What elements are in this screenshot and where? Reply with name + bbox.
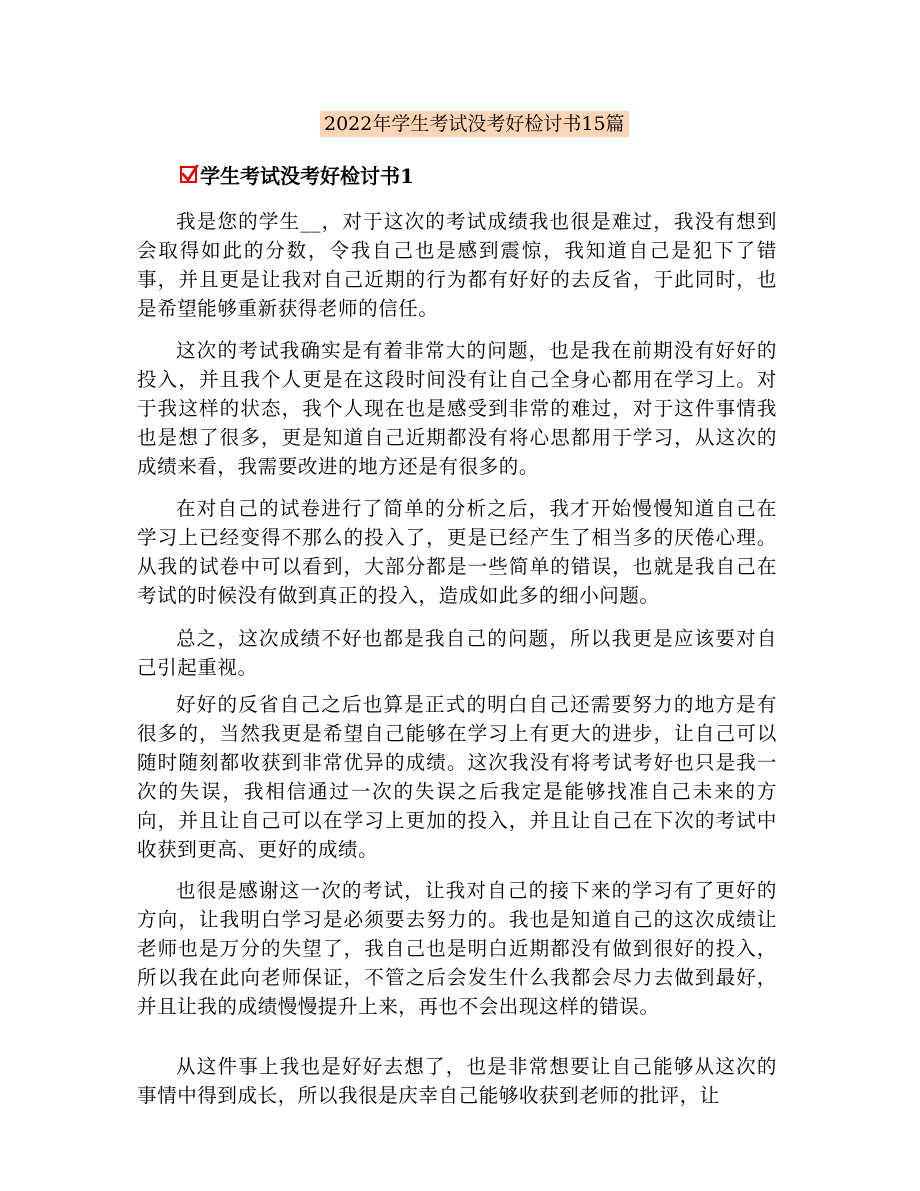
- paragraph-7: 从这件事上我也是好好去想了，也是非常想要让自己能够从这次的事情中得到成长，所以我很是庆幸自己能够收获到老师的批评，让: [137, 1055, 777, 1107]
- paragraph-5: 好好的反省自己之后也算是正式的明白自己还需要努力的地方是有很多的，当然我更是希望自己能够在学习上有更大的进步，让自己可以随时随刻都收获到非常优异的成绩。这次我没有将考试考好也只是我一次的失误，我相信通过一次的失误之后我定是能够找准自己未来的方向，并且让自己可以在学习上更加的投入，并且让自己在下次的考试中收获到更高、更好的成绩。: [137, 693, 777, 861]
- section-heading: [180, 160, 414, 188]
- paragraph-4: 总之，这次成绩不好也都是我自己的问题，所以我更是应该要对自己引起重视。: [137, 627, 777, 679]
- paragraph-3: 在对自己的试卷进行了简单的分析之后，我才开始慢慢知道自己在学习上已经变得不那么的投入了，更是已经产生了相当多的厌倦心理。从我的试卷中可以看到，大部分都是一些简单的错误，也就是我自己在考试的时候没有做到真正的投入，造成如此多的细小问题。: [137, 497, 777, 607]
- checkbox-checked-icon: [180, 166, 197, 183]
- paragraph-1: 我是您的学生__，对于这次的考试成绩我也很是难过，我没有想到会取得如此的分数，令我自己也是感到震惊，我知道自己是犯下了错事，并且更是让我对自己近期的行为都有好好的去反省，于此同时，也是希望能够重新获得老师的信任。: [137, 210, 777, 320]
- section-heading-text: 学生考试没考好检讨书1: [200, 163, 414, 188]
- paragraph-2: 这次的考试我确实是有着非常大的问题，也是我在前期没有好好的投入，并且我个人更是在这段时间没有让自己全身心都用在学习上。对于我这样的状态，我个人现在也是感受到非常的难过，对于这件事情我也是想了很多，更是知道自己近期都没有将心思都用于学习，从这次的成绩来看，我需要改进的地方还是有很多的。: [137, 339, 777, 478]
- document-title: 2022年学生考试没考好检讨书15篇: [320, 111, 629, 137]
- paragraph-6: 也很是感谢这一次的考试，让我对自己的接下来的学习有了更好的方向，让我明白学习是必须要去努力的。我也是知道自己的这次成绩让老师也是万分的失望了，我自己也是明白近期都没有做到很好的投入，所以我在此向老师保证，不管之后会发生什么我都会尽力去做到最好，并且让我的成绩慢慢提升上来，再也不会出现这样的错误。: [137, 879, 777, 1018]
